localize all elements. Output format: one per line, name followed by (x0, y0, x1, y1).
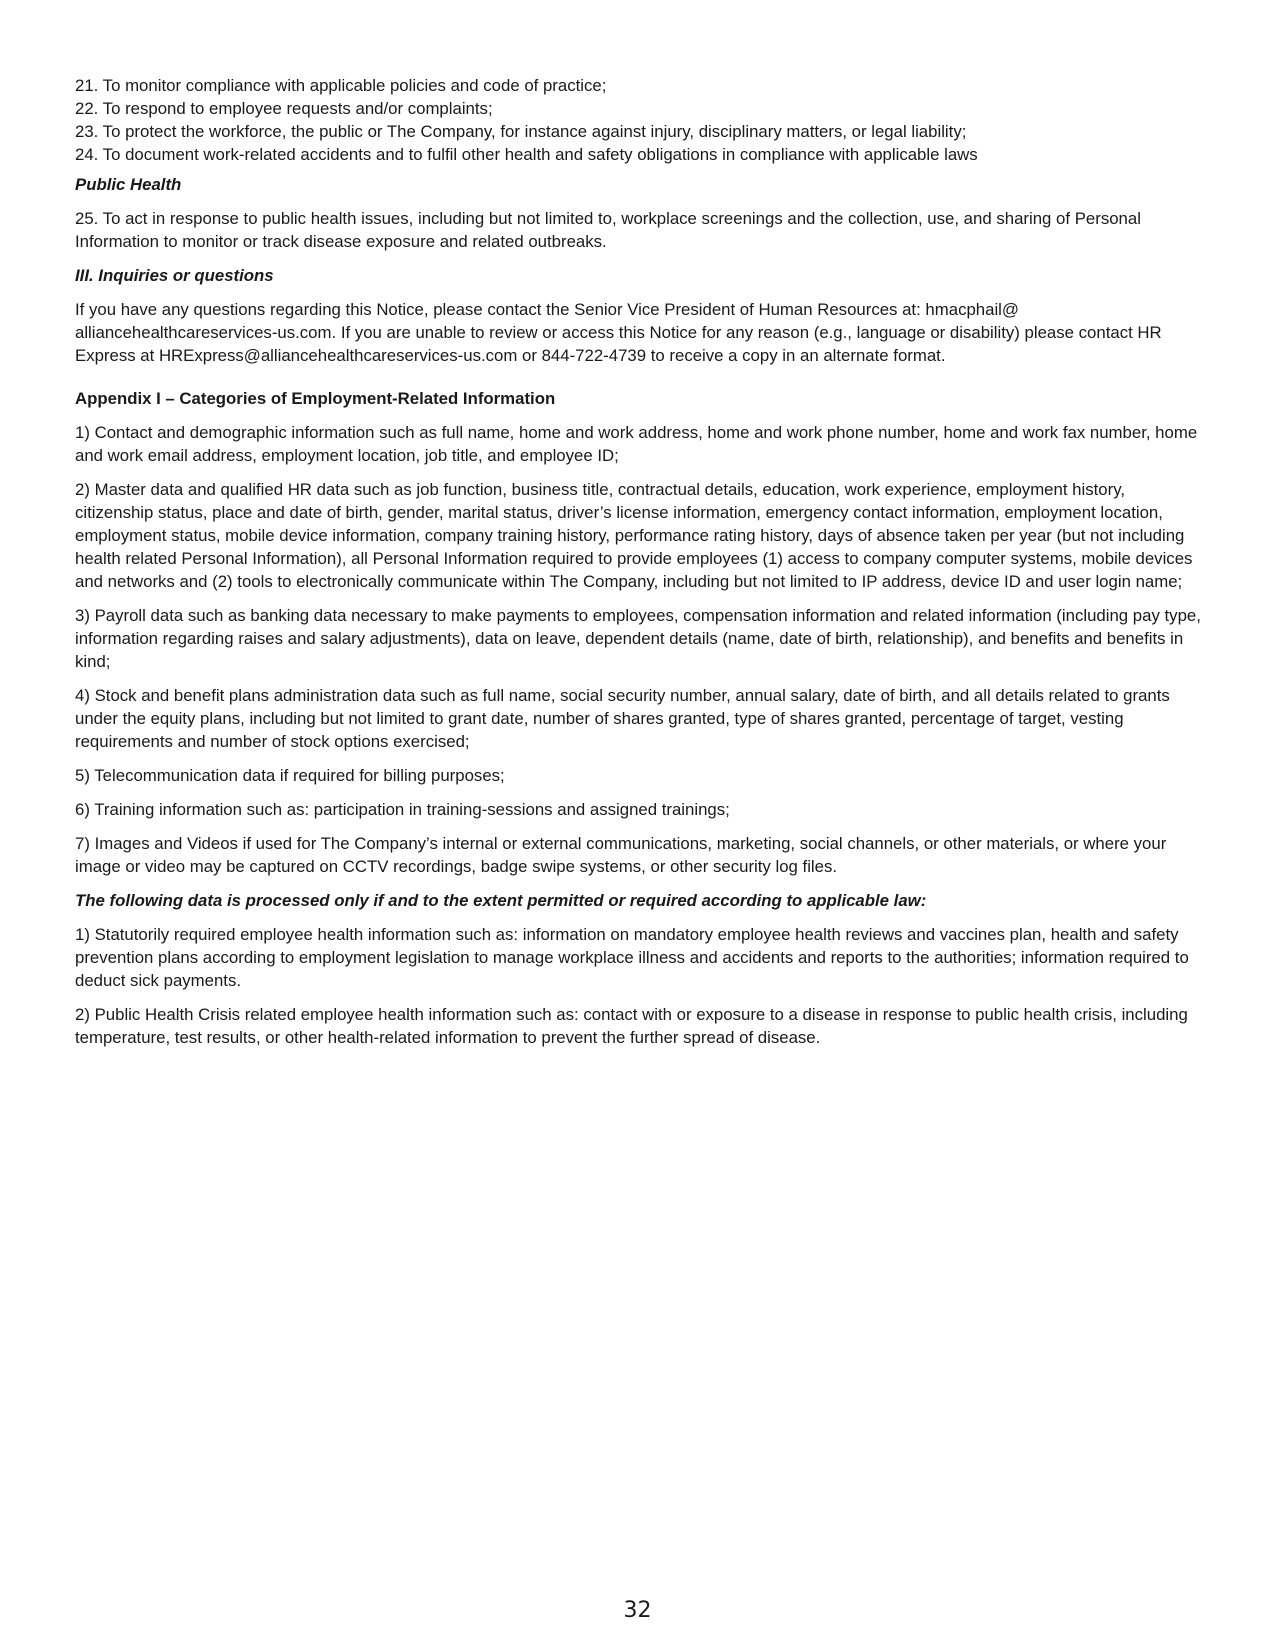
inquiries-paragraph: If you have any questions regarding this Notice, please contact the Senior Vice President of Human Resources at: hmacphail@ alliancehealthcareservices-us.com. If you are unable to review or access this Notice for any reason (e.g., language or disability) please contact HR Express at HRExpress@alliancehealthcareservices-us.com or 844-722-4739 to receive a copy in an alternate format. (75, 300, 1162, 365)
appendix-item: 5) Telecommunication data if required for billing purposes; (75, 766, 505, 785)
list-item-25: 25. To act in response to public health issues, including but not limited to, workplace screenings and the collection, use, and sharing of Personal Information to monitor or track disease exposure and related outbreaks. (75, 209, 1141, 251)
list-item-22: 22. To respond to employee requests and/or complaints; (75, 99, 493, 118)
appendix-item: 2) Master data and qualified HR data such as job function, business title, contractual details, education, work experience, employment history, citizenship status, place and date of birth, gender, marital status, driver’s license information, emergency contact information, employment location, employment status, mobile device information, company training history, performance rating history, days of absence taken per year (but not including health related Personal Information), all Personal Information required to provide employees (1) access to company computer systems, mobile devices and networks and (2) tools to electronically communicate within The Company, including but not limited to IP address, device ID and user login name; (75, 480, 1193, 591)
list-item-21: 21. To monitor compliance with applicable policies and code of practice; (75, 76, 607, 95)
conditional-data-heading: The following data is processed only if and to the extent permitted or required according to applicable law: (75, 891, 927, 910)
page-number: 32 (623, 1598, 652, 1623)
appendix-item: 7) Images and Videos if used for The Company’s internal or external communications, marketing, social channels, or other materials, or where your image or video may be captured on CCTV recordings, badge swipe systems, or other security log files. (75, 834, 1167, 876)
inquiries-heading: III. Inquiries or questions (75, 266, 274, 285)
appendix-item: 6) Training information such as: participation in training-sessions and assigned trainings; (75, 800, 730, 819)
conditional-item: 1) Statutorily required employee health information such as: information on mandatory employee health reviews and vaccines plan, health and safety prevention plans according to employment legislation to manage workplace illness and accidents and reports to the authorities; information required to deduct sick payments. (75, 925, 1189, 990)
appendix-item: 4) Stock and benefit plans administration data such as full name, social security number, annual salary, date of birth, and all details related to grants under the equity plans, including but not limited to grant date, number of shares granted, type of shares granted, percentage of target, vesting requirements and number of stock options exercised; (75, 686, 1170, 751)
list-item-23: 23. To protect the workforce, the public or The Company, for instance against injury, disciplinary matters, or legal liability; (75, 122, 967, 141)
appendix-item: 1) Contact and demographic information such as full name, home and work address, home and work phone number, home and work fax number, home and work email address, employment location, job title, and employee ID; (75, 423, 1198, 465)
conditional-item: 2) Public Health Crisis related employee health information such as: contact with or exposure to a disease in response to public health crisis, including temperature, test results, or other health-related information to prevent the further spread of disease. (75, 1005, 1188, 1047)
public-health-heading: Public Health (75, 175, 182, 194)
document-body (75, 74, 1205, 1049)
list-item-24: 24. To document work-related accidents and to fulfil other health and safety obligations in compliance with applicable laws (75, 145, 978, 164)
appendix-item: 3) Payroll data such as banking data necessary to make payments to employees, compensation information and related information (including pay type, information regarding raises and salary adjustments), data on leave, dependent details (name, date of birth, relationship), and benefits and benefits in kind; (75, 606, 1201, 671)
appendix-heading: Appendix I – Categories of Employment-Related Information (75, 389, 556, 408)
